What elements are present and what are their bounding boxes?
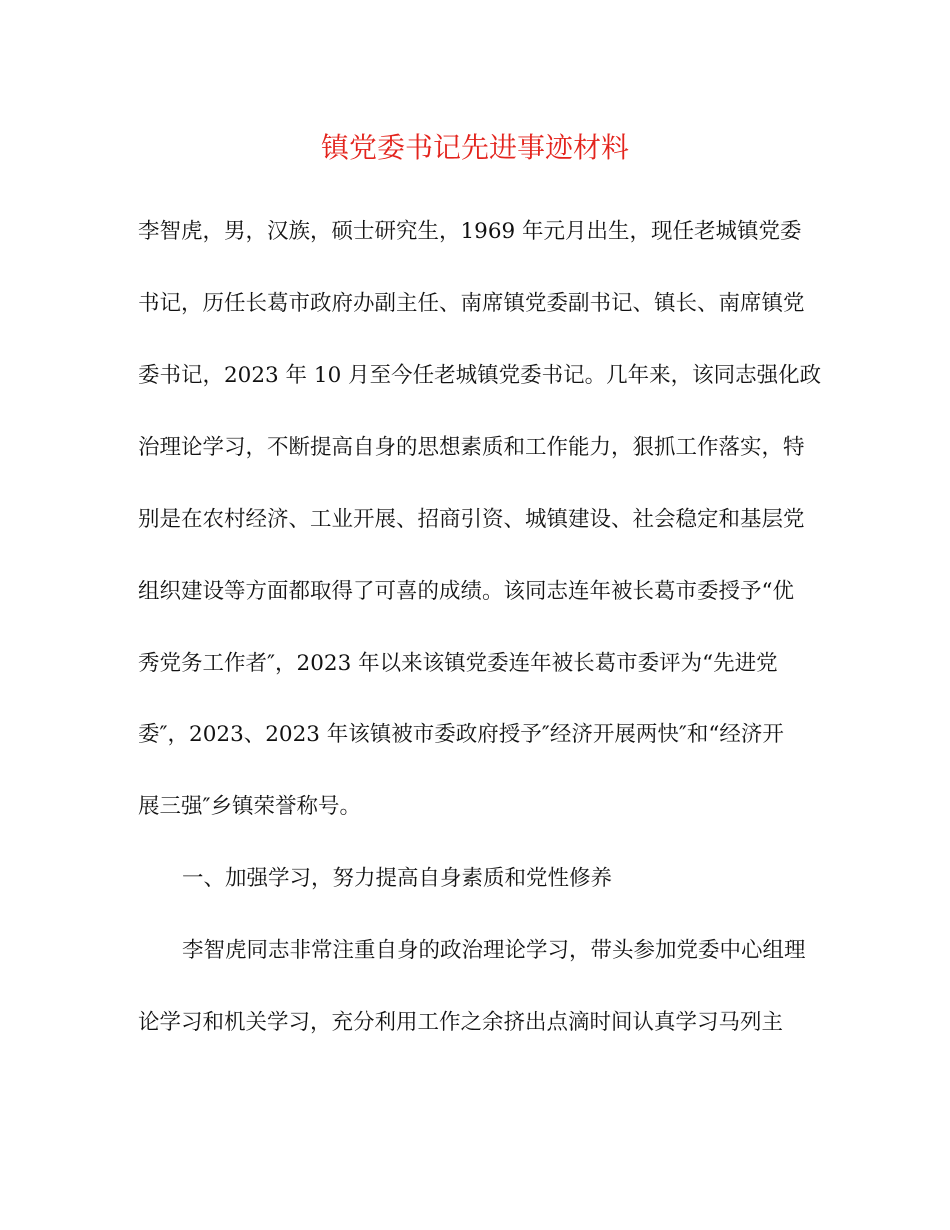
paragraph-line: 组织建设等方面都取得了可喜的成绩。该同志连年被长葛市委授予“优	[138, 579, 794, 604]
paragraph-line: 李智虎，男，汉族，硕士研究生，1969 年元月出生，现任老城镇党委	[138, 219, 802, 244]
document-title: 镇党委书记先进事迹材料	[320, 131, 629, 164]
paragraph-line: 论学习和机关学习，充分利用工作之余挤出点滴时间认真学习马列主	[138, 1010, 784, 1035]
paragraph-line: 李智虎同志非常注重自身的政治理论学习，带头参加党委中心组理	[182, 938, 806, 963]
paragraph-line: 书记，历任长葛市政府办副主任、南席镇党委副书记、镇长、南席镇党	[138, 291, 805, 316]
paragraph-line: 治理论学习，不断提高自身的思想素质和工作能力，狠抓工作落实，特	[138, 435, 805, 460]
paragraph-line: 别是在农村经济、工业开展、招商引资、城镇建设、社会稳定和基层党	[138, 507, 805, 532]
paragraph-line: 秀党务工作者″，2023 年以来该镇党委连年被长葛市委评为“先进党	[138, 651, 778, 676]
section-heading: 一、加强学习，努力提高自身素质和党性修养	[182, 866, 613, 891]
paragraph-line: 展三强″乡镇荣誉称号。	[138, 794, 362, 819]
paragraph-line: 委书记，2023 年 10 月至今任老城镇党委书记。几年来，该同志强化政	[138, 363, 822, 388]
paragraph-line: 委″，2023、2023 年该镇被市委政府授予″经济开展两快″和“经济开	[138, 722, 784, 747]
